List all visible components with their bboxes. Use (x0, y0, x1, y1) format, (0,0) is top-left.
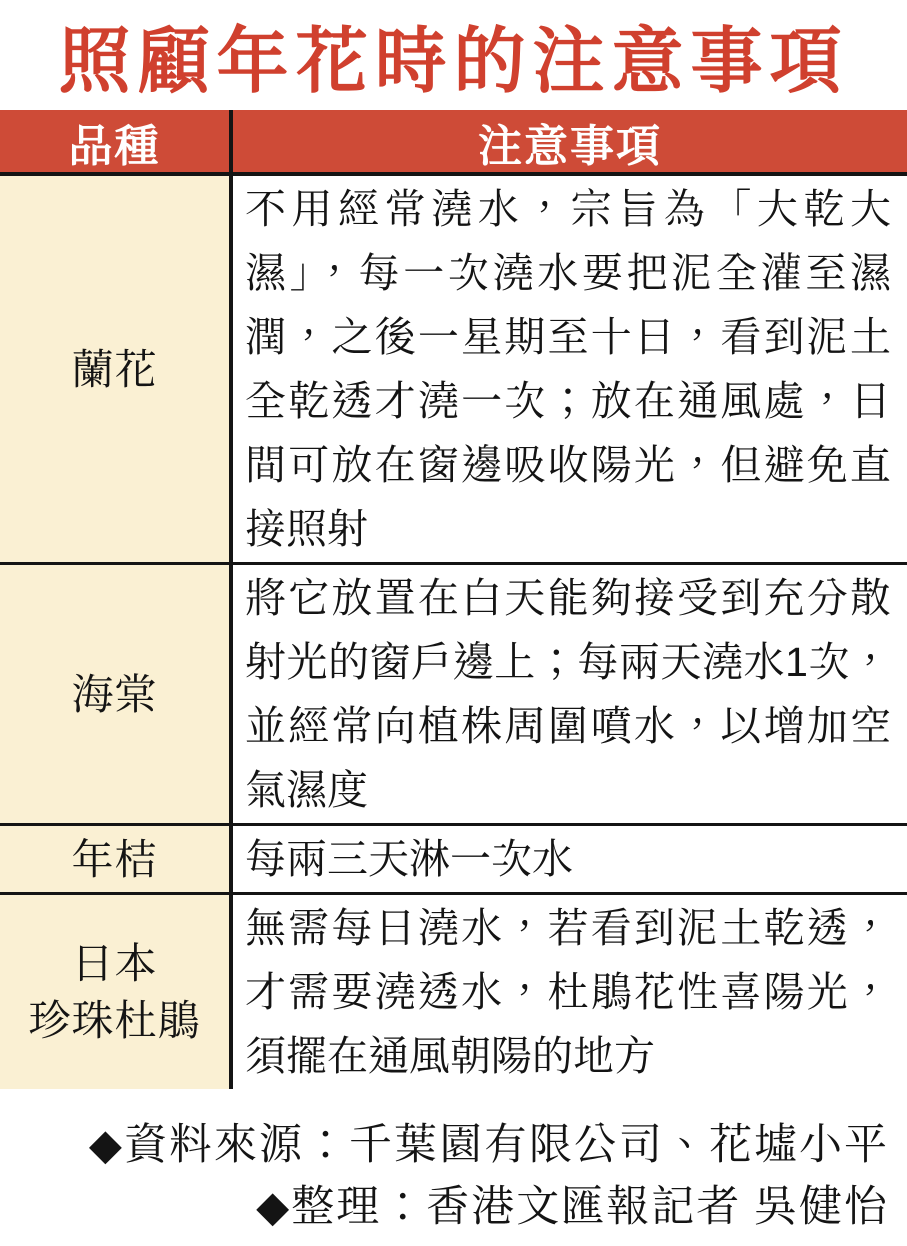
note-text: 每兩三天淋一次水 (245, 836, 573, 882)
note-text: 將它放置在白天能夠接受到充分散射光的窗戶邊上；每兩天澆水1次，並經常向植株周圍噴水，以增加空氣濕度 (245, 575, 891, 813)
care-table (0, 110, 907, 1089)
note-cell (233, 895, 907, 1089)
table-row-orchid (0, 176, 907, 565)
table-row-kumquat (0, 826, 907, 895)
variety-cell: 蘭花 (0, 176, 229, 562)
note-cell (233, 826, 907, 892)
note-text: 不用經常澆水，宗旨為「大乾大濕」，每一次澆水要把泥全灌至濕潤，之後一星期至十日，看到泥土全乾透才澆一次；放在通風處，日間可放在窗邊吸收陽光，但避免直接照射 (245, 186, 891, 552)
variety-cell: 海棠 (0, 565, 229, 823)
note-cell (233, 565, 907, 823)
table-row-begonia (0, 565, 907, 826)
attribution-footer (0, 1115, 907, 1239)
col-header-variety: 品種 (68, 122, 161, 171)
note-cell (233, 176, 907, 562)
variety-cell: 年桔 (0, 826, 229, 892)
table-row-azalea (0, 895, 907, 1089)
page-title: 照顧年花時的注意事項 (58, 22, 849, 102)
source-line: ◆資料來源：千葉園有限公司、花墟小平 (88, 1122, 889, 1169)
table-header-row (0, 110, 907, 176)
col-header-notes: 注意事項 (478, 122, 662, 171)
credit-line: ◆整理：香港文匯報記者 吳健怡 (256, 1184, 889, 1231)
variety-cell: 日本 珍珠杜鵑 (0, 895, 229, 1089)
note-text: 無需每日澆水，若看到泥土乾透，才需要澆透水，杜鵑花性喜陽光，須擺在通風朝陽的地方 (245, 905, 891, 1079)
